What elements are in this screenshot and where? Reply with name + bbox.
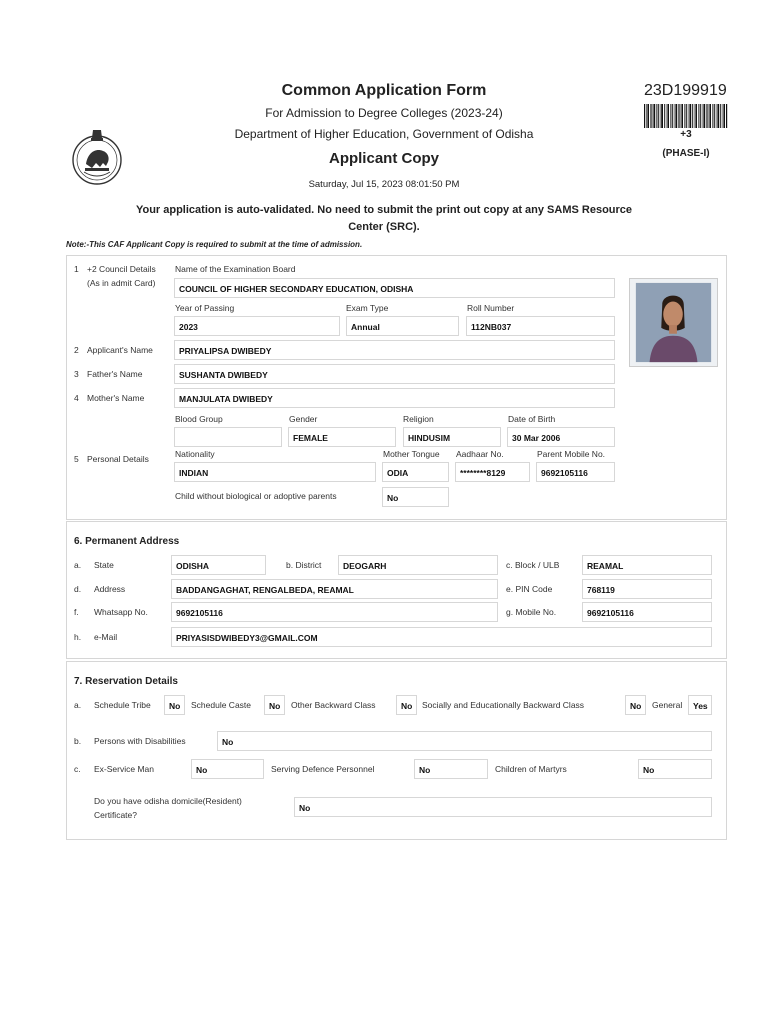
exam-board-label: Name of the Examination Board [175,264,296,274]
application-number: 23D199919 [644,82,727,99]
exam-board-field: COUNCIL OF HIGHER SECONDARY EDUCATION, ODISHA [174,278,615,298]
blood-group-label: Blood Group [175,414,223,424]
form-subtitle: For Admission to Degree Colleges (2023-24) [265,106,503,120]
state-label: State [94,560,114,570]
phase-label: (PHASE-I) [662,148,710,159]
domicile-label: Do you have odisha domicile(Resident) [94,796,242,806]
district-label: b. District [286,560,322,570]
domicile-sublabel: Certificate? [94,810,137,820]
sebc-field: No [625,695,646,715]
ex-service-man-field: No [191,759,264,779]
blood-group-field [174,427,282,447]
stream-label: +3 [680,129,692,140]
father-num: 3 [74,369,79,379]
district-field: DEOGARH [338,555,498,575]
dob-label: Date of Birth [508,414,556,424]
whatsapp-label: Whatsapp No. [94,607,148,617]
pin-code-field: 768119 [582,579,712,599]
admission-note: Note:-This CAF Applicant Copy is required to submit at the time of admission. [66,240,363,249]
year-of-passing-field: 2023 [174,316,340,336]
mother-tongue-field: ODIA [382,462,449,482]
gender-label: Gender [289,414,318,424]
ex-service-man-label: Ex-Service Man [94,764,154,774]
address-field: BADDANGAGHAT, RENGALBEDA, REAMAL [171,579,498,599]
emblem-icon [70,128,124,186]
pwd-label: Persons with Disabilities [94,736,186,746]
gender-field: FEMALE [288,427,396,447]
copy-label: Applicant Copy [328,150,439,167]
religion-field: HINDUSIM [403,427,501,447]
state-index: a. [74,560,82,570]
council-details-label: +2 Council Details [87,264,156,274]
barcode-icon [644,104,728,128]
roll-number-label: Roll Number [467,303,515,313]
permanent-address-heading: 6. Permanent Address [74,536,180,547]
reservation-c-index: c. [74,764,81,774]
defence-personnel-label: Serving Defence Personnel [271,764,375,774]
year-of-passing-label: Year of Passing [175,303,235,313]
address-index: d. [74,584,82,594]
applicant-name-field: PRIYALIPSA DWIBEDY [174,340,615,360]
nationality-label: Nationality [175,449,215,459]
council-num: 1 [74,264,79,274]
applicant-num: 2 [74,345,79,355]
applicant-photo [629,278,718,367]
exam-type-label: Exam Type [346,303,389,313]
mother-num: 4 [74,393,79,403]
exam-type-field: Annual [346,316,459,336]
validation-notice: Your application is auto-validated. No need to submit the print out copy at any SAMS Resource Center (SRC). [135,204,633,233]
mother-tongue-label: Mother Tongue [383,449,440,459]
personal-num: 5 [74,454,79,464]
orphan-field: No [382,487,449,507]
email-label: e-Mail [94,632,118,642]
email-field: PRIYASISDWIBEDY3@GMAIL.COM [171,627,712,647]
orphan-label: Child without biological or adoptive parents [175,491,337,501]
mobile-field: 9692105116 [582,602,712,622]
form-title: Common Application Form [281,82,487,99]
whatsapp-index: f. [74,607,79,617]
applicant-name-label: Applicant's Name [87,345,153,355]
nationality-field: INDIAN [174,462,376,482]
general-label: General [652,700,683,710]
block-label: c. Block / ULB [506,560,560,570]
schedule-tribe-field: No [164,695,185,715]
children-of-martyrs-field: No [638,759,712,779]
print-datetime: Saturday, Jul 15, 2023 08:01:50 PM [308,179,460,190]
religion-label: Religion [403,414,434,424]
department-name: Department of Higher Education, Government of Odisha [234,127,534,141]
father-name-label: Father's Name [87,369,143,379]
schedule-tribe-label: Schedule Tribe [94,700,151,710]
obc-label: Other Backward Class [291,700,376,710]
block-field: REAMAL [582,555,712,575]
obc-field: No [396,695,417,715]
domicile-field: No [294,797,712,817]
reservation-b-index: b. [74,736,82,746]
pin-code-label: e. PIN Code [506,584,553,594]
state-field: ODISHA [171,555,266,575]
reservation-a-index: a. [74,700,82,710]
whatsapp-field: 9692105116 [171,602,498,622]
reservation-heading: 7. Reservation Details [74,676,178,687]
aadhaar-field: ********8129 [455,462,530,482]
defence-personnel-field: No [414,759,488,779]
pwd-field: No [217,731,712,751]
parent-mobile-field: 9692105116 [536,462,615,482]
address-label: Address [94,584,126,594]
parent-mobile-label: Parent Mobile No. [537,449,606,459]
general-field: Yes [688,695,712,715]
email-index: h. [74,632,82,642]
council-details-sublabel: (As in admit Card) [87,278,156,288]
personal-details-label: Personal Details [87,454,149,464]
schedule-caste-field: No [264,695,285,715]
mother-name-field: MANJULATA DWIBEDY [174,388,615,408]
roll-number-field: 112NB037 [466,316,615,336]
sebc-label: Socially and Educationally Backward Class [422,700,585,710]
schedule-caste-label: Schedule Caste [191,700,252,710]
mobile-label: g. Mobile No. [506,607,557,617]
mother-name-label: Mother's Name [87,393,145,403]
children-of-martyrs-label: Children of Martyrs [495,764,567,774]
dob-field: 30 Mar 2006 [507,427,615,447]
aadhaar-label: Aadhaar No. [456,449,504,459]
father-name-field: SUSHANTA DWIBEDY [174,364,615,384]
